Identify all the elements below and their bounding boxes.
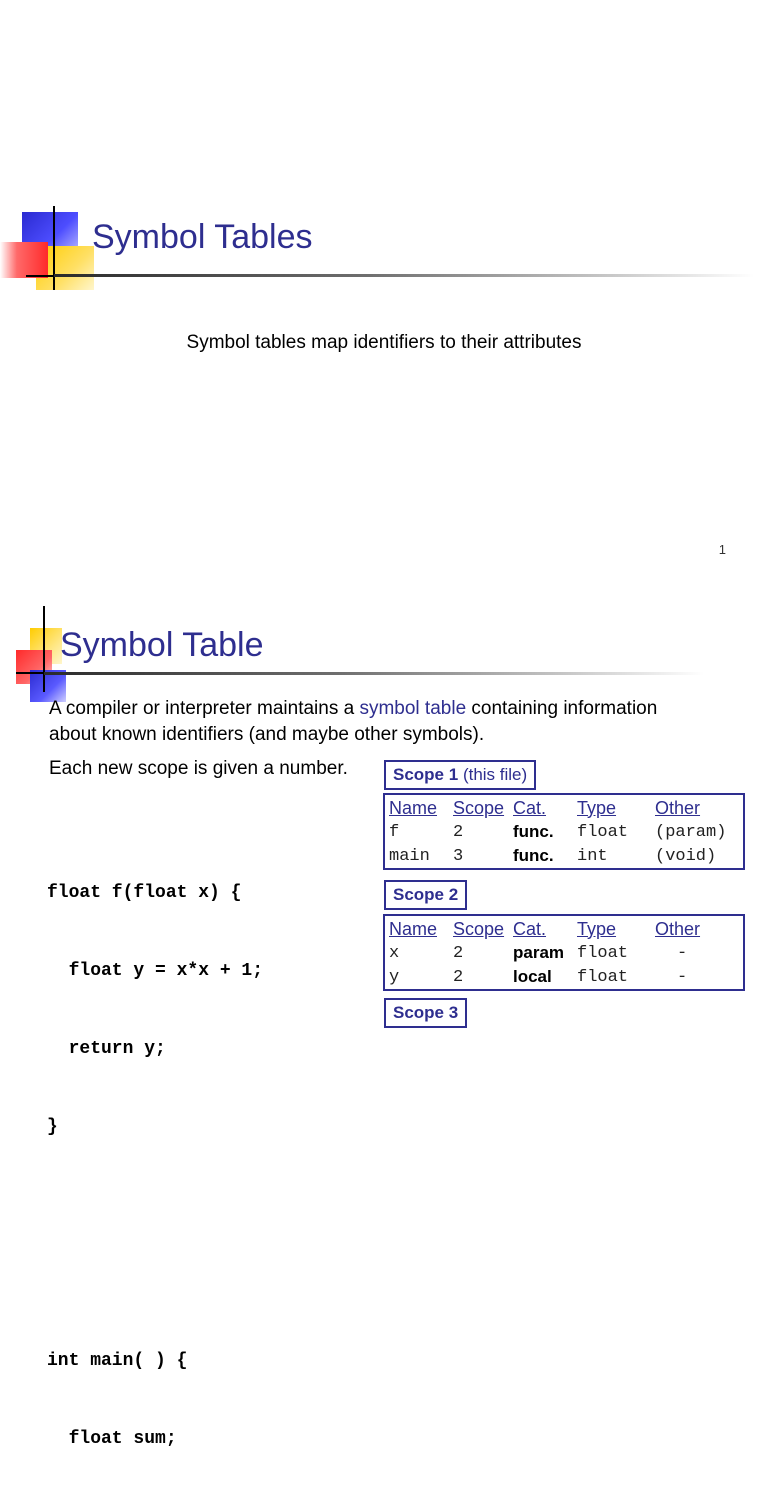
intro-paragraph [49,696,689,748]
column-header-other: Other [655,797,701,818]
scope-1-table [383,793,745,870]
deco-vertical-line [53,206,55,290]
scope-2-table [383,914,745,991]
cell-other: - [677,967,688,987]
table-row [385,965,743,989]
cell-scope: 2 [453,967,464,987]
cell-type: float [577,943,629,963]
cell-name: y [389,967,400,987]
title-rule [54,274,754,277]
code-line: float f(float x) { [47,883,242,903]
cell-scope: 3 [453,846,464,866]
cell-cat: local [513,967,552,986]
cell-other: (param) [655,822,727,842]
cell-cat: func. [513,822,554,841]
table-header-row [385,916,743,941]
deco-vertical-line [43,606,45,692]
cell-other: (void) [655,846,717,866]
column-header-name: Name [389,797,438,818]
cell-scope: 2 [453,943,464,963]
scope-sentence: Each new scope is given a number. [49,758,348,779]
scope-2-label [384,880,467,910]
code-line: return y; [47,1039,166,1059]
symbol-table-term: symbol table [359,698,467,719]
table-row [385,941,743,965]
code-line: int main( ) { [47,1351,188,1371]
cell-other: - [677,943,688,963]
code-line: float y = x*x + 1; [47,961,264,981]
column-header-cat: Cat. [513,918,547,939]
code-line: float sum; [47,1429,177,1449]
intro-text: A compiler or interpreter maintains a [49,698,360,719]
slide-1 [0,0,768,590]
scope-label-text: Scope 1 [393,765,459,784]
column-header-type: Type [577,918,617,939]
cell-type: float [577,967,629,987]
table-row [385,820,743,844]
page-title: Symbol Tables [92,218,313,256]
column-header-other: Other [655,918,701,939]
scope-1-label [384,760,536,790]
cell-type: float [577,822,629,842]
cell-name: f [389,822,400,842]
page-title: Symbol Table [60,626,264,664]
page-number: 1 [718,542,726,557]
cell-scope: 2 [453,822,464,842]
table-row [385,844,743,868]
table-header-row [385,795,743,820]
column-header-cat: Cat. [513,797,547,818]
scope-label-text: Scope 2 [393,885,459,904]
cell-name: x [389,943,400,963]
deco-red-square [0,242,48,278]
title-rule [44,672,704,675]
cell-type: int [577,846,608,866]
cell-name: main [389,846,430,866]
scope-3-label [384,998,467,1028]
code-line [47,1270,263,1296]
cell-cat: func. [513,846,554,865]
scope-label-text: Scope 3 [393,1003,459,1022]
column-header-scope: Scope [453,918,505,939]
scope-label-note: (this file) [462,765,528,784]
column-header-name: Name [389,918,438,939]
column-header-type: Type [577,797,617,818]
intro-text-rest: containing information about known identifiers (and maybe other symbols). [49,698,658,745]
subtitle: Symbol tables map identifiers to their attributes [186,332,582,353]
slide-2 [0,590,768,1449]
code-block [47,828,263,1504]
code-line [47,1192,263,1218]
column-header-scope: Scope [453,797,505,818]
cell-cat: param [513,943,565,962]
code-line: } [47,1117,58,1137]
